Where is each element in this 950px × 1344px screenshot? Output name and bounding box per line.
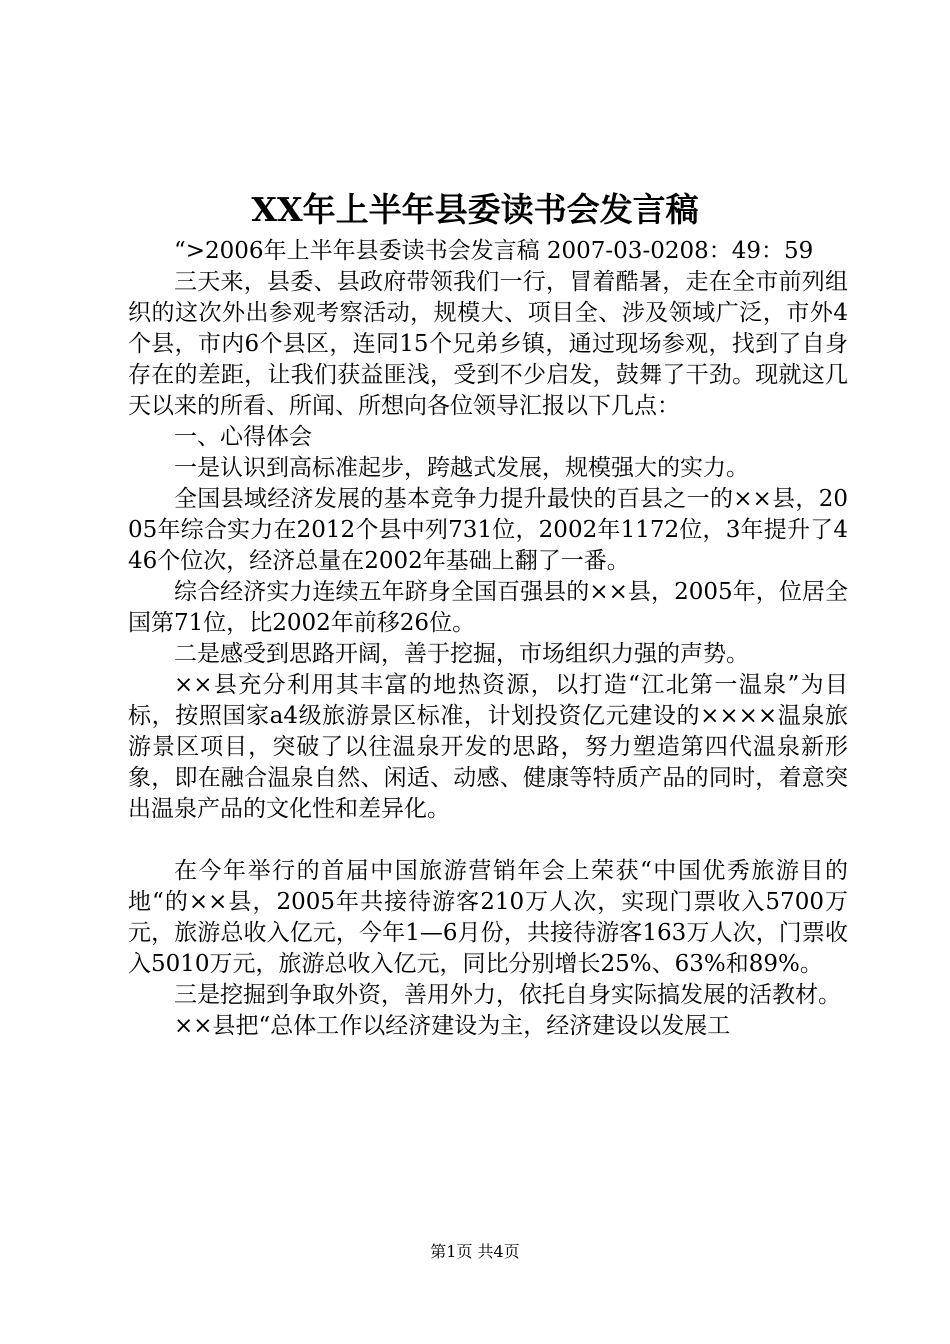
paragraph-point-one: 一是认识到高标准起步，跨越式发展，规模强大的实力。: [174, 455, 749, 481]
paragraph: ××县把“总体工作以经济建设为主，经济建设以发展工: [174, 1013, 731, 1039]
section-heading: 一、心得体会: [174, 424, 312, 450]
document-title: XX年上半年县委读书会发言稿: [251, 190, 699, 229]
paragraph-point-three: 三是挖掘到争取外资，善用外力，依托自身实际搞发展的活教材。: [174, 982, 841, 1008]
document-body: [128, 236, 848, 1042]
paragraph-intro: 三天来，县委、县政府带领我们一行，冒着酷暑，走在全市前列组织的这次外出参观考察活动，规模大、项目全、涉及领域广泛，市外4个县，市内6个县区，连同15个兄弟乡镇，通过现场参观，找到了自身存在的差距，让我们获益匪浅，受到不少启发，鼓舞了干劲。现就这几天以来的所看、所闻、所想向各位领导汇报以下几点：: [128, 269, 848, 419]
page-footer: 第1页 共4页: [430, 1242, 520, 1261]
paragraph-header-line: “>2006年上半年县委读书会发言稿 2007-03-0208：49：59: [174, 238, 814, 264]
paragraph: 在今年举行的首届中国旅游营销年会上荣获“中国优秀旅游目的地“的××县，2005年共接待游客210万人次，实现门票收入5700万元，旅游总收入亿元，今年1—6月份，共接待游客163万人次，门票收入5010万元，旅游总收入亿元，同比分别增长25%、63%和89%。: [128, 858, 848, 977]
paragraph-point-two: 二是感受到思路开阔，善于挖掘，市场组织力强的声势。: [174, 641, 749, 667]
paragraph: ××县充分利用其丰富的地热资源，以打造“江北第一温泉”为目标，按照国家a4级旅游景区标准，计划投资亿元建设的××××温泉旅游景区项目，突破了以往温泉开发的思路，努力塑造第四代温泉新形象，即在融合温泉自然、闲适、动感、健康等特质产品的同时，着意突出温泉产品的文化性和差异化。: [128, 672, 848, 822]
paragraph: 全国县域经济发展的基本竞争力提升最快的百县之一的××县，2005年综合实力在2012个县中列731位，2002年1172位，3年提升了446个位次，经济总量在2002年基础上翻了一番。: [128, 486, 848, 574]
paragraph: 综合经济实力连续五年跻身全国百强县的××县，2005年，位居全国第71位，比2002年前移26位。: [128, 579, 848, 636]
